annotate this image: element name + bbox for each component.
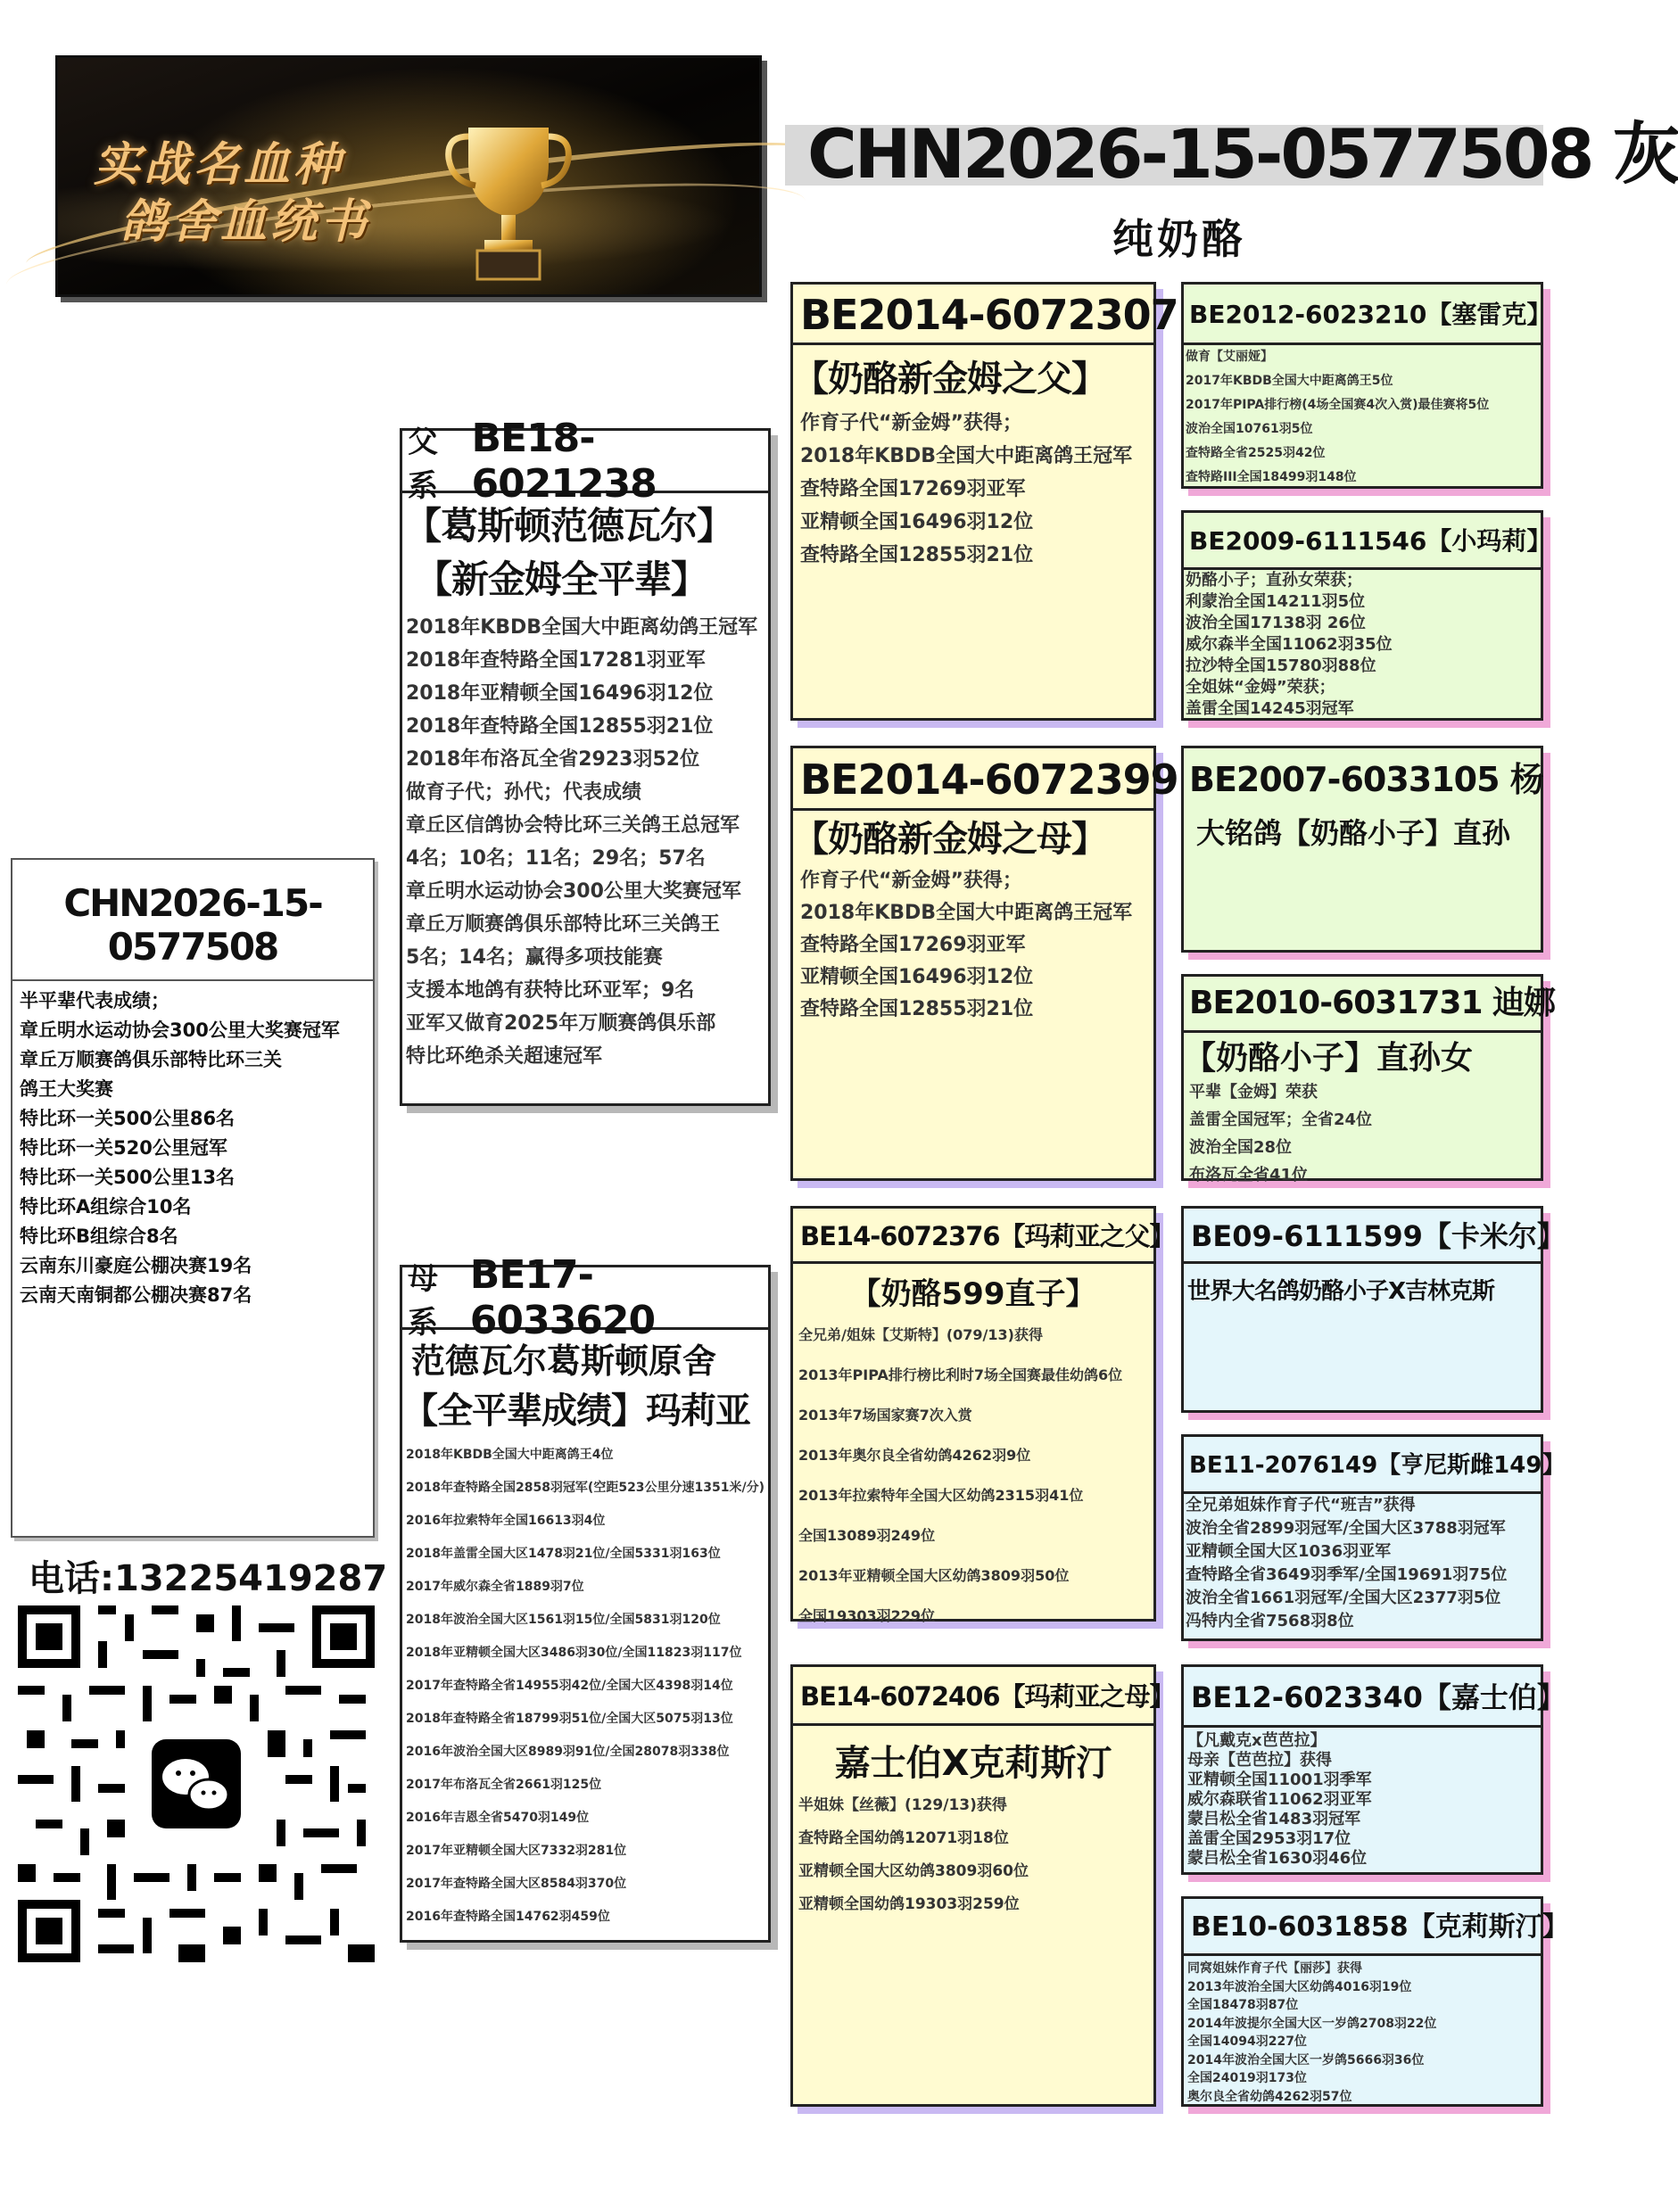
result-line: 蒙吕松全省1630羽46位 — [1187, 1849, 1368, 1868]
ancestor-card — [1181, 1206, 1566, 1413]
sire-dam-name: 【奶酪新金姆之母】 — [793, 819, 1106, 860]
result-line: 波治全省1661羽冠军/全国大区2377羽5位 — [1186, 1589, 1501, 1607]
dam-label: 母系 — [408, 1260, 438, 1341]
result-line: 5名；14名；赢得多项技能赛 — [406, 946, 663, 969]
result-line: 亚精顿全国幼鸽19303羽259位 — [798, 1895, 1020, 1913]
wechat-icon — [152, 1739, 241, 1828]
result-line: 盖雷全国冠军；全省24位 — [1189, 1110, 1373, 1129]
ancestor-ring: BE12-6023340【嘉士伯】 — [1184, 1667, 1541, 1728]
result-line: 平辈【金姆】荣获 — [1189, 1083, 1318, 1102]
result-line: 2013年拉索特年全国大区幼鸽2315羽41位 — [798, 1487, 1084, 1504]
result-line: 2016年拉索特年全国16613羽4位 — [406, 1514, 606, 1528]
dam-sire-results — [793, 1315, 1153, 1636]
subject-card — [11, 858, 375, 1538]
result-line: 做育子代；孙代；代表成绩 — [406, 781, 642, 804]
ancestor-card — [1181, 746, 1543, 953]
ancestor-ring: BE2007-6033105 杨 — [1189, 760, 1543, 799]
result-line: 亚精顿全国11001羽季军 — [1187, 1770, 1372, 1789]
ancestor-card — [1181, 1664, 1566, 1875]
result-line: 查特路全国17269羽亚军 — [800, 934, 1026, 956]
result-line: 2018年KBDB全国大中距离鸽王4位 — [406, 1448, 614, 1462]
ancestor-ring: BE11-2076149【亨尼斯雌149】 — [1184, 1437, 1541, 1494]
result-line: 特比环一关520公里冠军 — [20, 1137, 227, 1159]
result-line: 亚精顿全国大区幼鸽3809羽60位 — [798, 1862, 1029, 1880]
result-line: 半平辈代表成绩； — [20, 990, 169, 1011]
result-line: 利蒙治全国14211羽5位 — [1186, 592, 1366, 611]
result-line: 特比环B组综合8名 — [20, 1226, 178, 1247]
ancestor-ring: BE10-6031858【克莉斯汀】 — [1184, 1899, 1541, 1956]
ancestor-results — [1184, 1728, 1541, 1869]
result-line: 波治全国17138羽 26位 — [1186, 614, 1366, 632]
result-line: 章丘区信鸽协会特比环三关鸽王总冠军 — [406, 814, 740, 837]
result-line: 拉沙特全国15780羽88位 — [1186, 656, 1376, 675]
result-line: 特比环一关500公里13名 — [20, 1167, 236, 1188]
result-line: 章丘万顺赛鸽俱乐部特比环三关 — [20, 1049, 282, 1070]
result-line: 2013年7场国家赛7次入赏 — [798, 1407, 972, 1424]
result-line: 2018年盖雷全国大区1478羽21位/全国5331羽163位 — [406, 1547, 721, 1561]
result-line: 特比环绝杀关超速冠军 — [406, 1045, 603, 1068]
result-line: 全国13089羽249位 — [798, 1527, 936, 1544]
result-line: 支援本地鸽有获特比环亚军；9名 — [406, 979, 695, 1002]
ancestor-card — [1181, 1896, 1569, 2107]
ancestor-card — [1181, 1434, 1566, 1641]
result-line: 2013年亚精顿全国大区幼鸽3809羽50位 — [798, 1567, 1070, 1584]
result-line: 2018年查特路全国2858羽冠军(空距523公里分速1351米/分) — [406, 1481, 765, 1495]
result-line: 查特路全国幼鸽12071羽18位 — [798, 1829, 1009, 1847]
result-line: 2016年吉恩全省5470羽149位 — [406, 1811, 590, 1825]
result-line: 2016年波治全国大区8989羽91位/全国28078羽338位 — [406, 1745, 730, 1759]
result-line: 鸽王大奖赛 — [20, 1078, 113, 1100]
dam-sire-card — [790, 1206, 1175, 1624]
sire-dam-card — [790, 746, 1178, 1181]
result-line: 查特路全省2525羽42位 — [1186, 446, 1326, 460]
sire-sire-ring: BE2014-6072307 — [793, 285, 1153, 345]
result-line: 2018年KBDB全国大中距离鸽王冠军 — [800, 445, 1133, 467]
result-line: 2013年波治全国大区幼鸽4016羽19位 — [1187, 1979, 1412, 1994]
sire-name: 【葛斯顿范德瓦尔】 — [404, 504, 734, 548]
result-line: 全国24019羽173位 — [1187, 2071, 1307, 2085]
result-line: 特比环A组综合10名 — [20, 1196, 192, 1217]
banner-image — [55, 55, 762, 297]
result-line: 查特路全国12855羽21位 — [800, 998, 1034, 1020]
result-line: 2018年亚精顿全国16496羽12位 — [406, 682, 714, 705]
result-line: 2017年布洛瓦全省2661羽125位 — [406, 1778, 602, 1792]
ancestor-name: 【奶酪小子】直孙女 — [1184, 1030, 1541, 1078]
ancestor-ring: BE2010-6031731 迪娜 — [1189, 985, 1556, 1021]
subject-ring: CHN2026-15-0577508 — [12, 860, 373, 981]
result-line: 2018年查特路全国17281羽亚军 — [406, 649, 706, 672]
result-line: 2018年查特路全国12855羽21位 — [406, 715, 714, 738]
result-line: 2013年奥尔良全省幼鸽4262羽9位 — [798, 1447, 1031, 1464]
result-line: 母亲【芭芭拉】获得 — [1187, 1751, 1332, 1770]
result-line: 云南天南铜都公棚决赛87名 — [20, 1284, 252, 1306]
sire-label: 父系 — [408, 424, 438, 504]
banner-title — [94, 136, 468, 251]
banner-title-line1: 实战名血种 — [94, 137, 344, 192]
result-line: 云南东川豪庭公棚决赛19名 — [20, 1255, 252, 1276]
result-line: 2014年波治全国大区一岁鸽5666羽36位 — [1187, 2052, 1425, 2068]
result-line: 威尔森联省11062羽亚军 — [1187, 1790, 1372, 1809]
banner-title-line2: 鸽舍血统书 — [120, 194, 371, 249]
result-line: 盖雷全国2953羽17位 — [1187, 1829, 1351, 1848]
result-line: 亚精顿全国16496羽12位 — [800, 966, 1034, 988]
result-line: 奶酪小子；直孙女荣获； — [1186, 571, 1362, 590]
result-line: 章丘明水运动协会300公里大奖赛冠军 — [406, 880, 741, 903]
result-line: 波治全省2899羽冠军/全国大区3788羽冠军 — [1186, 1519, 1506, 1538]
dam-dam-results — [793, 1789, 1153, 1921]
ancestor-card — [1181, 974, 1556, 1184]
ancestor-results — [1184, 345, 1541, 490]
result-line: 查特路全国12855羽21位 — [800, 544, 1034, 566]
result-line: 蒙吕松全省1483羽冠军 — [1187, 1810, 1361, 1828]
result-line: 盖雷全国14245羽冠军 — [1186, 699, 1354, 718]
result-line: 同窝姐妹作育子代【丽莎】获得 — [1187, 1961, 1362, 1976]
result-line: 作育子代“新金姆”获得； — [800, 412, 1022, 434]
result-line: 全兄弟姐妹作育子代“班吉”获得 — [1186, 1496, 1416, 1515]
ancestor-ring: BE09-6111599【卡米尔】 — [1184, 1209, 1541, 1264]
sire-name-sub: 【新金姆全平辈】 — [415, 557, 708, 601]
dam-ring: BE17-6033620 — [469, 1251, 656, 1343]
result-line: 2018年亚精顿全国大区3486羽30位/全国11823羽117位 — [406, 1646, 742, 1660]
result-line: 特比环一关500公里86名 — [20, 1108, 236, 1129]
result-line: 2017年KBDB全国大中距离鸽王5位 — [1186, 374, 1393, 388]
result-line: 2018年KBDB全国大中距离鸽王冠军 — [800, 902, 1133, 924]
result-line: 波治全国28位 — [1189, 1138, 1293, 1157]
result-line: 2017年查特路全国大区8584羽370位 — [406, 1877, 627, 1891]
result-line: 做育【艾丽娅】 — [1186, 350, 1273, 364]
result-line: 2017年亚精顿全国大区7332羽281位 — [406, 1844, 627, 1858]
strain-name: 纯奶酪 — [1112, 215, 1246, 263]
result-line: 作育子代“新金姆”获得； — [800, 870, 1022, 892]
dam-dam-ring: BE14-6072406【玛莉亚之母】 — [793, 1667, 1153, 1726]
result-line: 查特路III全国18499羽148位 — [1186, 470, 1357, 484]
result-line: 【凡戴克x芭芭拉】 — [1187, 1731, 1327, 1750]
result-line: 奥尔良全省幼鸽4262羽57位 — [1187, 2089, 1352, 2104]
ancestor-name: 世界大名鸽奶酪小子X吉林克斯 — [1187, 1278, 1495, 1305]
result-line: 亚精顿全国大区1036羽亚军 — [1186, 1542, 1392, 1561]
result-line: 全兄弟/姐妹【艾斯特】(079/13)获得 — [798, 1326, 1043, 1343]
result-line: 冯特内全省7568羽8位 — [1186, 1612, 1354, 1630]
result-line: 半姐妹【丝薇】(129/13)获得 — [798, 1796, 1007, 1814]
sire-ring: BE18-6021238 — [471, 415, 657, 507]
result-line: 威尔森半全国11062羽35位 — [1186, 635, 1393, 654]
trophy-icon — [442, 110, 575, 288]
result-line: 章丘万顺赛鸽俱乐部特比环三关鸽王 — [406, 913, 721, 936]
sire-dam-results — [793, 865, 1153, 1026]
qr-code[interactable] — [18, 1605, 375, 1962]
dam-results — [402, 1439, 768, 1934]
result-line: 章丘明水运动协会300公里大奖赛冠军 — [20, 1019, 340, 1041]
pigeon-ring-number: CHN2026-15-0577508 灰 — [807, 114, 1678, 194]
result-line: 4名；10名；11名；29名；57名 — [406, 847, 706, 870]
result-line: 全姐妹“金姆”荣获； — [1186, 678, 1335, 697]
ancestor-name: 大铭鸽【奶酪小子】直孙 — [1196, 816, 1511, 850]
result-line: 波治全国10761羽5位 — [1186, 422, 1313, 436]
dam-dam-name: 嘉士伯X克莉斯汀 — [834, 1743, 1112, 1784]
phone-number: 电话:13225419287 — [29, 1558, 388, 1599]
sire-results — [402, 611, 768, 1073]
subject-results — [12, 981, 373, 1316]
result-line: 查特路全国17269羽亚军 — [800, 478, 1026, 500]
ancestor-card — [1181, 510, 1552, 721]
result-line: 查特路全省3649羽季军/全国19691羽75位 — [1186, 1565, 1508, 1584]
result-line: 2013年PIPA排行榜比利时7场全国赛最佳幼鸽6位 — [798, 1366, 1123, 1383]
result-line: 2017年威尔森全省1889羽7位 — [406, 1580, 584, 1594]
result-line: 全国18478羽87位 — [1187, 1998, 1299, 2012]
result-line: 全国14094羽227位 — [1187, 2035, 1307, 2049]
ancestor-results — [1184, 1956, 1541, 2106]
dam-dam-card — [790, 1664, 1175, 2107]
sire-sire-card — [790, 282, 1178, 721]
ancestor-results — [1184, 570, 1541, 720]
dam-sire-ring: BE14-6072376【玛莉亚之父】 — [793, 1209, 1153, 1264]
result-line: 2016年查特路全国14762羽459位 — [406, 1910, 610, 1924]
result-line: 2018年布洛瓦全省2923羽52位 — [406, 748, 700, 771]
sire-header — [402, 415, 768, 507]
result-line: 亚军又做育2025年万顺赛鸽俱乐部 — [406, 1012, 716, 1035]
dam-header — [402, 1251, 768, 1343]
result-line: 全国19303羽229位 — [798, 1607, 936, 1624]
sire-sire-results — [793, 407, 1153, 572]
result-line: 2018年KBDB全国大中距离幼鸽王冠军 — [406, 616, 758, 639]
sire-dam-ring: BE2014-6072399 — [793, 748, 1153, 811]
sire-card — [400, 415, 771, 1106]
result-line: 2017年PIPA排行榜(4场全国赛4次入赏)最佳赛将5位 — [1186, 398, 1490, 412]
dam-name-sub: 【全平辈成绩】玛莉亚 — [402, 1391, 750, 1432]
dam-card — [400, 1251, 771, 1943]
result-line: 2018年波治全国大区1561羽15位/全国5831羽120位 — [406, 1613, 721, 1627]
ancestor-results — [1184, 1078, 1541, 1189]
result-line: 2017年查特路全省14955羽42位/全国大区4398羽14位 — [406, 1679, 733, 1693]
ancestor-ring: BE2012-6023210【塞雷克】 — [1184, 285, 1541, 345]
ancestor-card — [1181, 282, 1552, 489]
result-line: 2018年查特路全省18799羽51位/全国大区5075羽13位 — [406, 1712, 733, 1726]
ancestor-results — [1184, 1494, 1541, 1633]
result-line: 亚精顿全国16496羽12位 — [800, 511, 1034, 533]
ancestor-ring: BE2009-6111546【小玛莉】 — [1184, 513, 1541, 570]
dam-sire-name: 【奶酪599直子】 — [850, 1276, 1096, 1312]
result-line: 2014年波提尔全国大区一岁鸽2708羽22位 — [1187, 2016, 1437, 2031]
dam-name: 范德瓦尔葛斯顿原舍 — [411, 1341, 717, 1381]
result-line: 布洛瓦全省41位 — [1189, 1166, 1309, 1184]
sire-sire-name: 【奶酪新金姆之父】 — [793, 359, 1106, 400]
